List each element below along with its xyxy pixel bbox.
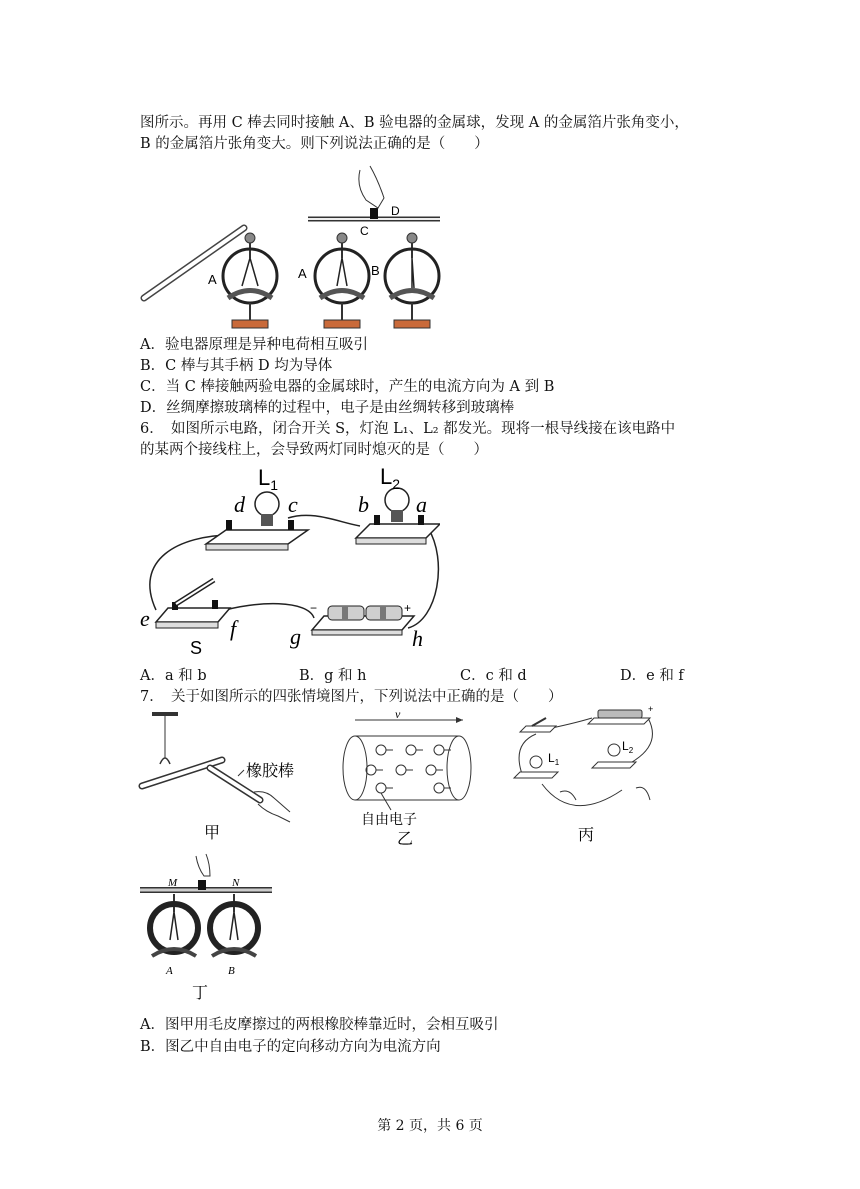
q5-intro-line1: 图所示。再用 C 棒去同时接触 A、B 验电器的金属球，发现 A 的金属箔片张角变小，: [140, 115, 689, 131]
q6-option-a: A．a 和 b: [140, 668, 207, 684]
q7-option-a: A．图甲用毛皮摩擦过的两根橡胶棒靠近时，会相互吸引: [140, 1017, 499, 1033]
q5-electroscope-figure: [138, 158, 448, 334]
label-s: S: [190, 638, 203, 658]
q5-intro-line2: B 的金属箔片张角变大。则下列说法正确的是（ ）: [140, 136, 489, 152]
switch-s: [156, 580, 230, 628]
ding-label-b: B: [228, 965, 235, 977]
label-d: d: [234, 492, 245, 517]
label-b: B: [371, 263, 380, 278]
label-b: b: [358, 492, 369, 517]
label-n: N: [232, 877, 240, 889]
q7-figure-bing: [512, 704, 662, 844]
ding-label-a: A: [166, 965, 173, 977]
bing-l2-label: $L_2$: [622, 739, 634, 755]
electroscope-b: [385, 233, 439, 328]
q7-option-b: B．图乙中自由电子的定向移动方向为电流方向: [140, 1039, 441, 1055]
label-g: g: [290, 624, 301, 649]
c-rod-with-hand: [308, 166, 440, 219]
label-c: c: [288, 492, 298, 517]
rubber-rod-label: 橡胶棒: [246, 763, 295, 780]
label-d: D: [391, 204, 400, 218]
page-footer: 第 2 页，共 6 页: [377, 1118, 483, 1134]
battery: [312, 606, 414, 635]
q6-line1: 6． 如图所示电路，闭合开关 S，灯泡 L₁、L₂ 都发光。现将一根导线接在该电路中: [140, 421, 676, 437]
label-minus: −: [310, 601, 318, 615]
label-a-mid: A: [298, 266, 307, 281]
label-m: M: [168, 877, 178, 889]
q6-option-c: C．c 和 d: [460, 668, 527, 684]
q5-option-c: C．当 C 棒接触两验电器的金属球时，产生的电流方向为 A 到 B: [140, 379, 555, 395]
bing-plus: +: [648, 704, 654, 714]
bing-l1-label: $L_1$: [548, 751, 560, 767]
caption-bing: 丙: [578, 827, 595, 844]
label-c: C: [360, 224, 369, 238]
label-l1: $L_1$: [258, 465, 279, 493]
electrons-label: 自由电子: [361, 811, 417, 827]
free-electrons: [366, 745, 451, 793]
glass-rod: [144, 228, 244, 298]
label-a-left: A: [208, 272, 217, 287]
q6-line2: 的某两个接线柱上，会导致两灯同时熄灭的是（ ）: [140, 442, 488, 458]
label-e: e: [140, 606, 150, 631]
q7-figure-jia: [138, 708, 308, 843]
velocity-label: v: [395, 708, 401, 721]
electroscope-left: [223, 233, 277, 328]
ding-electroscope-a: [150, 894, 198, 956]
q7-line1: 7． 关于如图所示的四张情境图片，下列说法中正确的是（ ）: [140, 689, 563, 705]
caption-ding: 丁: [192, 985, 209, 1002]
electroscope-a: [315, 233, 369, 328]
q5-option-b: B．C 棒与其手柄 D 均为导体: [140, 358, 333, 374]
q6-option-b: B．g 和 h: [299, 668, 367, 684]
q5-option-a: A．验电器原理是异种电荷相互吸引: [140, 337, 368, 353]
q7-figure-yi: [335, 708, 475, 848]
caption-jia: 甲: [204, 825, 221, 842]
label-a: a: [416, 492, 427, 517]
q7-figure-ding: [138, 852, 278, 1002]
caption-yi: 乙: [397, 831, 414, 848]
label-h: h: [412, 626, 423, 651]
q6-circuit-figure: [138, 460, 440, 660]
label-f: f: [230, 616, 237, 641]
q6-option-d: D．e 和 f: [620, 668, 684, 684]
label-plus: +: [404, 601, 412, 615]
label-l2: $L_2$: [380, 464, 401, 492]
ding-electroscope-b: [210, 894, 258, 956]
q5-option-d: D．丝绸摩擦玻璃棒的过程中，电子是由丝绸转移到玻璃棒: [140, 400, 515, 416]
